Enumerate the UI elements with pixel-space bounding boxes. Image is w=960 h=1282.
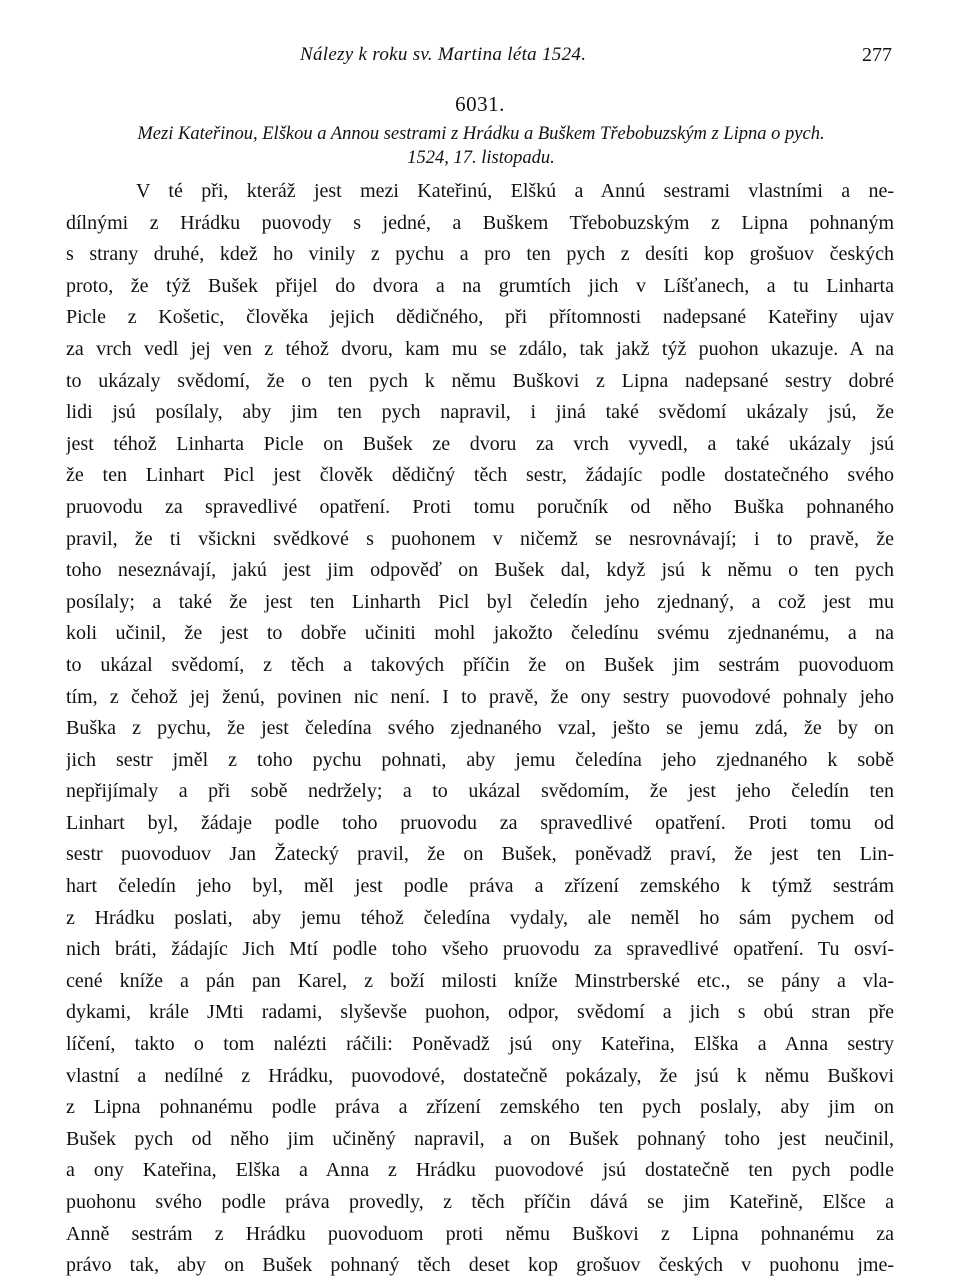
text-line: Buška z pychu, že jest čeledína svého zjednaného vzal, ješto se jemu zdá, že by on [66, 717, 894, 740]
text-line: a ony Kateřina, Elška a Anna z Hrádku puovodové jsú dostatečně ten pych podle [66, 1159, 894, 1182]
text-line: z Hrádku poslati, aby jemu téhož čeledína vydaly, ale neměl ho sám pychem od [66, 906, 894, 929]
text-line: puohonu svého podle práva provedly, z těch příčin dává se jim Kateřině, Elšce a [66, 1191, 894, 1213]
text-line: že ten Linhart Picl jest člověk dědičný těch sestr, žádajíc podle dostatečného svého [66, 464, 894, 487]
text-line: koli učinil, že jest to dobře učiniti mohl jakožto čeledínu svému zjednanému, a na [66, 622, 894, 645]
document-number: 6031. [455, 92, 505, 116]
text-line: dykami, krále JMti radami, slyševše puohon, odpor, svědomí a jich s obú stran pře [66, 1001, 894, 1024]
text-line: sestr puovoduov Jan Žatecký pravil, že on Bušek, poněvadž praví, že jest ten Lin- [66, 843, 894, 866]
text-line: Bušek pych od něho jim učiněný napravil, a on Bušek pohnaný toho jest neučinil, [66, 1127, 894, 1150]
text-line: posílaly; a také že jest ten Linharth Picl byl čeledín jeho zjednaný, a což jest mu [66, 590, 894, 613]
text-line: pravil, že ti všickni svědkové s puohonem v ničemž se nesrovnávají; i to pravě, že [66, 527, 894, 550]
text-line: to ukázaly svědomí, že o ten pych k němu Buškovi z Lipna nadepsané sestry dobré [66, 369, 894, 392]
text-line: nich bráti, žádajíc Jich Mtí podle toho všeho pruovodu za spravedlivé opatření. Tu osví- [66, 938, 894, 961]
text-line: právo tak, aby on Bušek pohnaný těch deset kop grošuov českých v puohonu jme- [66, 1254, 894, 1277]
text-line: Linhart byl, žádaje podle toho pruovodu za spravedlivé opatření. Proti tomu od [66, 811, 894, 834]
text-line: nepřijímaly a při sobě nedržely; a to ukázal svědomím, že jest jeho čeledín ten [66, 780, 894, 803]
text-line: jest téhož Linharta Picle on Bušek ze dvoru za vrch vyvedl, a také ukázaly jsú [66, 432, 894, 455]
text-line: vlastní a nedílné z Hrádku, puovodové, dostatečně pokázaly, že jsú k němu Buškovi [66, 1064, 894, 1087]
running-title: Nálezy k roku sv. Martina léta 1524. [300, 44, 587, 65]
document-heading [66, 122, 896, 170]
text-line: pruovodu za spravedlivé opatření. Proti tomu poručník od něho Buška pohnaného [66, 495, 894, 518]
text-line: tím, z čehož jej ženú, povinen nic není. I to pravě, že ony sestry puovodové pohnaly jeho [66, 685, 894, 708]
heading-line-2: 1524, 17. listopadu. [407, 148, 555, 168]
text-line: hart čeledín jeho byl, měl jest podle práva a zřízení zemského k týmž sestrám [66, 875, 894, 898]
text-line: lidi jsú posílaly, aby jim ten pych napravil, i jiná také svědomí ukázaly jsú, že [66, 401, 894, 424]
text-line: cené kníže a pán pan Karel, z boží milosti kníže Minstrberské etc., se pány a vla- [66, 969, 894, 992]
text-line: s strany druhé, kdež ho vinily z pychu a pro ten pych z desíti kop grošuov českých [66, 243, 894, 266]
text-line: z Lipna pohnanému podle práva a zřízení zemského ten pych poslaly, aby jim on [66, 1096, 894, 1119]
heading-line-1: Mezi Kateřinou, Elškou a Annou sestrami z Hrádku a Buškem Třebobuzským z Lipna o pych. [137, 124, 825, 144]
text-line: jich sestr jměl z toho pychu pohnati, aby jemu čeledína jeho zjednaného k sobě [66, 748, 894, 771]
text-line: proto, že týž Bušek přijel do dvora a na grumtích jich v Líšťanech, a tu Linharta [66, 274, 894, 297]
text-line: dílnými z Hrádku puovody s jedné, a Buškem Třebobuzským z Lipna pohnaným [66, 211, 894, 234]
text-line: za vrch vedl jej ven z téhož dvoru, kam mu se zdálo, tak jakž týž puohon ukazuje. A na [66, 337, 894, 360]
text-line: toho neseznávají, jakú jest jim odpověď on Bušek dal, když jsú k němu o ten pych [66, 559, 894, 582]
text-line: V té při, kteráž jest mezi Kateřinú, Elškú a Annú sestrami vlastními a ne- [136, 180, 894, 202]
page-number: 277 [862, 44, 892, 66]
body-text [66, 176, 894, 1282]
text-line: to ukázal svědomí, z těch a takových příčin že on Bušek jim sestrám puovoduom [66, 653, 894, 676]
text-line: Picle z Košetic, člověka jejich dědičného, při přítomnosti nadepsané Kateřiny ujav [66, 306, 894, 329]
text-line: líčení, takto o tom nalézti ráčili: Poněvadž jsú ony Kateřina, Elška a Anna sestry [66, 1033, 894, 1056]
text-line: Anně sestrám z Hrádku puovoduom proti němu Buškovi z Lipna pohnanému za [66, 1222, 894, 1245]
